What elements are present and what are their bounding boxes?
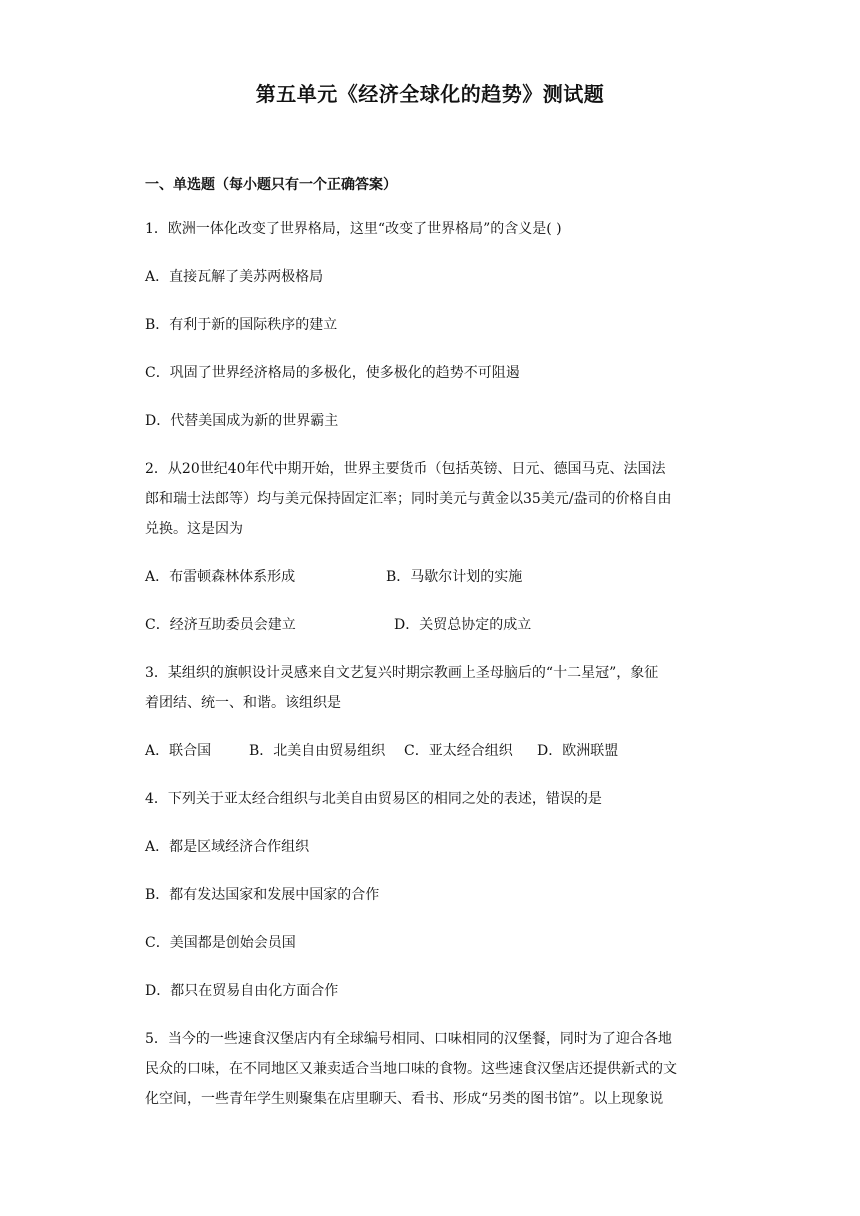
question-5: [145, 1024, 720, 1114]
option-b: B．都有发达国家和发展中国家的合作: [145, 887, 380, 903]
option-a: A．直接瓦解了美苏两极格局: [145, 269, 324, 285]
option-c: C．美国都是创始会员国: [145, 935, 296, 951]
option-d: D．欧洲联盟: [537, 743, 619, 759]
question-stem-line: 3．某组织的旗帜设计灵感来自文艺复兴时期宗教画上圣母脑后的“十二星冠”，象征: [145, 665, 659, 681]
page-title: 第五单元《经济全球化的趋势》测试题: [255, 82, 605, 106]
question-2: [145, 454, 720, 640]
option-b: B．有利于新的国际秩序的建立: [145, 317, 338, 333]
question-stem-line: 着团结、统一、和谐。该组织是: [145, 695, 341, 711]
option-a: A．都是区域经济合作组织: [145, 839, 310, 855]
question-stem-line: 民众的口味，在不同地区又兼卖适合当地口味的食物。这些速食汉堡店还提供新式的文: [145, 1061, 677, 1077]
question-stem-line: 郎和瑞士法郎等）均与美元保持固定汇率；同时美元与黄金以35美元/盎司的价格自由: [145, 491, 672, 507]
option-row: [145, 610, 720, 640]
question-3: [145, 658, 720, 766]
question-stem-line: 2．从20世纪40年代中期开始，世界主要货币（包括英镑、日元、德国马克、法国法: [145, 461, 666, 477]
option-d: D．代替美国成为新的世界霸主: [145, 413, 339, 429]
question-1: [145, 214, 720, 436]
question-stem-line: 5．当今的一些速食汉堡店内有全球编号相同、口味相同的汉堡餐，同时为了迎合各地: [145, 1031, 672, 1047]
question-stem-line: 化空间，一些青年学生则聚集在店里聊天、看书、形成“另类的图书馆”。以上现象说: [145, 1091, 664, 1107]
option-b: B．马歇尔计划的实施: [386, 569, 523, 585]
option-row: [145, 736, 720, 766]
question-stem-line: 兑换。这是因为: [145, 521, 243, 537]
question-4: [145, 784, 720, 1006]
option-d: D．都只在贸易自由化方面合作: [145, 983, 339, 999]
option-row: [145, 562, 720, 592]
option-d: D．关贸总协定的成立: [394, 617, 532, 633]
option-b: B．北美自由贸易组织: [249, 743, 386, 759]
question-stem: 1．欧洲一体化改变了世界格局，这里“改变了世界格局”的含义是( ): [145, 221, 562, 237]
question-list: [145, 214, 720, 1114]
option-a: A．布雷顿森林体系形成: [145, 569, 296, 585]
question-stem: 4．下列关于亚太经合组织与北美自由贸易区的相同之处的表述，错误的是: [145, 791, 602, 807]
section-heading: 一、单选题（每小题只有一个正确答案）: [145, 177, 397, 193]
option-c: C．巩固了世界经济格局的多极化，使多极化的趋势不可阻遏: [145, 365, 520, 381]
option-a: A．联合国: [145, 743, 212, 759]
option-c: C．亚太经合组织: [404, 743, 513, 759]
option-c: C．经济互助委员会建立: [145, 617, 296, 633]
